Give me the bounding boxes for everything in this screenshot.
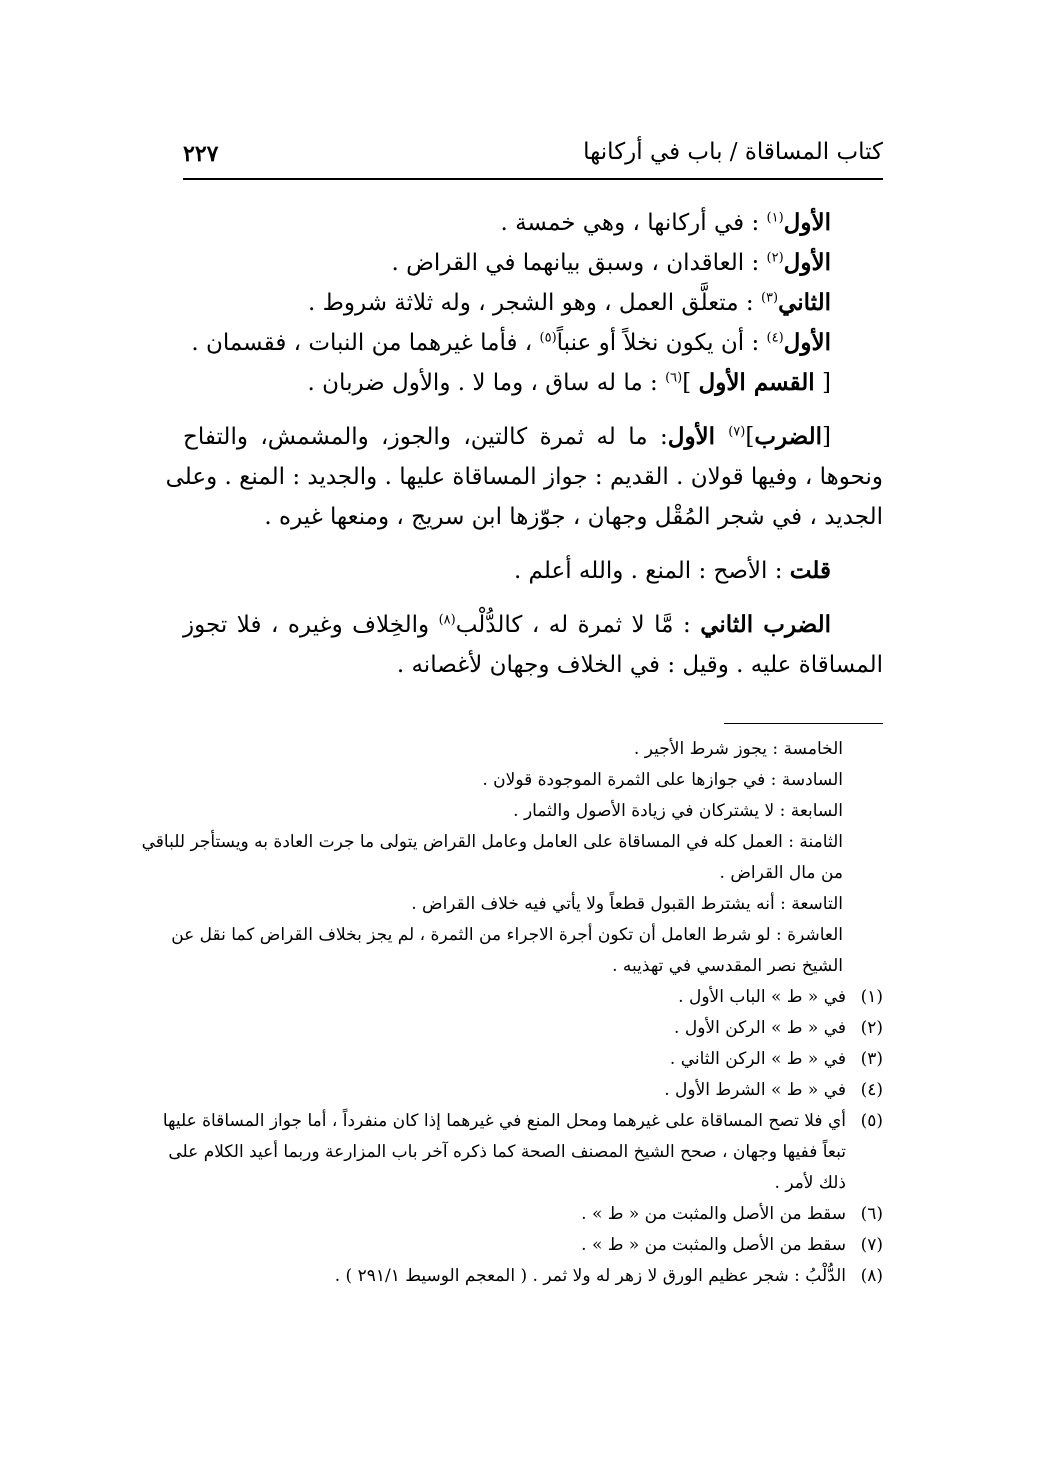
header-rule (183, 178, 883, 180)
footnote-ref: (٧) (728, 424, 746, 440)
main-para-1-line-2: ونحوها ، وفيها قولان . القديم : جواز المساقاة عليها . والجديد : المنع . وعلى (165, 464, 883, 490)
footnote-ref: (٢) (766, 250, 784, 266)
term: الثاني (778, 289, 831, 316)
footnote-8: (٨)الدُّلْبُ : شجر عظيم الورق لا زهر له ولا ثمر . ( المعجم الوسيط ٢٩١/١ ) . (183, 1261, 883, 1292)
footnote-ref: (٨) (438, 612, 456, 628)
term: الأول (783, 249, 831, 276)
running-title: كتاب المساقاة / باب في أركانها (583, 139, 883, 165)
footnote-ref: (٣) (760, 290, 779, 306)
term: الضرب (754, 423, 823, 450)
term: الأول (783, 329, 831, 356)
main-para-1-line-3: الجديد ، في شجر المُقْل وجهان ، جوّزها ابن سريج ، ومنعها غيره . (264, 504, 883, 530)
term: الضرب الثاني (700, 611, 831, 638)
footnote-ref: (٥) (539, 330, 557, 346)
footnote-4: (٤)في « ط » الشرط الأول . (183, 1075, 883, 1106)
footnote-5-cont: ذلك لأمر . (774, 1173, 846, 1193)
note-line: الثامنة : العمل كله في المساقاة على العامل وعامل القراض يتولى ما جرت العادة به ويستأجر للباقي (141, 832, 843, 852)
footnote-ref: (٤) (766, 330, 784, 346)
main-line-2: الأول$^{(٢)}$ : العاقدان ، وسبق بيانهما في القراض . (391, 249, 831, 276)
main-para-3-line-1: الضرب الثاني : مَّا لا ثمرة له ، كالدُّلْب$^{(٨)}$ والخِلاف وغيره ، فلا تجوز (183, 611, 831, 638)
note-line: السابعة : لا يشتركان في زيادة الأصول والثمار . (513, 801, 843, 821)
page-number: ٢٢٧ (183, 141, 219, 167)
footnotes (141, 734, 883, 1292)
footnote-3: (٣)في « ط » الركن الثاني . (183, 1044, 883, 1075)
main-line-4: الأول$^{(٤)}$ : أن يكون نخلاً أو عنباً$^{(٥)}$ ، فأما غيرهما من النبات ، فقسمان . (191, 329, 831, 356)
note-line: من مال القراض . (719, 863, 843, 883)
note-line: التاسعة : أنه يشترط القبول قطعاً ولا يأتي فيه خلاف القراض . (411, 894, 843, 914)
footnote-6: (٦)سقط من الأصل والمثبت من « ط » . (183, 1199, 883, 1230)
footnote-1: (١)في « ط » الباب الأول . (183, 982, 883, 1013)
footnote-ref: (١) (766, 210, 784, 226)
footnote-number: (٦) (860, 1204, 883, 1224)
note-line: السادسة : في جوازها على الثمرة الموجودة قولان . (482, 770, 843, 790)
footnote-5-cont: تبعاً ففيها وجهان ، صحح الشيخ المصنف الصحة كما ذكره آخر باب المزارعة وربما أعيد الكلام على (168, 1142, 846, 1162)
main-line-1: الأول$^{(١)}$ : في أركانها ، وهي خمسة . (500, 209, 831, 236)
main-para-2: قلت : الأصح : المنع . والله أعلم . (513, 557, 831, 584)
footnote-number: (٢) (860, 1018, 883, 1038)
main-text (165, 203, 883, 685)
main-line-5: [ القسم الأول ]$^{(٦)}$ : ما له ساق ، وما لا . والأول ضربان . (307, 369, 831, 396)
footnote-number: (٧) (860, 1235, 883, 1255)
footnote-5: (٥)أي فلا تصح المساقاة على غيرهما ومحل المنع في غيرهما إذا كان منفرداً ، أما جواز المساقاة عليها (183, 1106, 883, 1137)
footnote-number: (١) (860, 987, 883, 1007)
running-header (183, 133, 883, 177)
note-line: الخامسة : يجوز شرط الأجير . (633, 739, 843, 759)
term: الأول (783, 209, 831, 236)
term: الأول (667, 423, 729, 450)
footnote-number: (٥) (860, 1111, 883, 1131)
term: القسم الأول (698, 369, 815, 396)
footnote-ref: (٦) (665, 370, 683, 386)
main-para-3-line-2: المساقاة عليه . وقيل : في الخلاف وجهان لأغصانه . (396, 652, 883, 678)
footnote-number: (٤) (860, 1080, 883, 1100)
note-line: العاشرة : لو شرط العامل أن تكون أجرة الاجراء من الثمرة ، لم يجز بخلاف القراض كما نقل عن (171, 925, 843, 945)
footnote-number: (٣) (860, 1049, 883, 1069)
footnote-number: (٨) (860, 1266, 883, 1286)
note-line: الشيخ نصر المقدسي في تهذيبه . (612, 956, 843, 976)
term: قلت (789, 557, 831, 584)
main-para-1-line-1: [الضرب]$^{(٧)}$ الأول: ما له ثمرة كالتين، والجوز، والمشمش، والتفاح (183, 423, 831, 450)
main-line-3: الثاني$^{(٣)}$ : متعلَّق العمل ، وهو الشجر ، وله ثلاثة شروط . (308, 289, 831, 316)
footnote-rule (724, 723, 883, 724)
footnote-2: (٢)في « ط » الركن الأول . (183, 1013, 883, 1044)
footnote-7: (٧)سقط من الأصل والمثبت من « ط » . (183, 1230, 883, 1261)
